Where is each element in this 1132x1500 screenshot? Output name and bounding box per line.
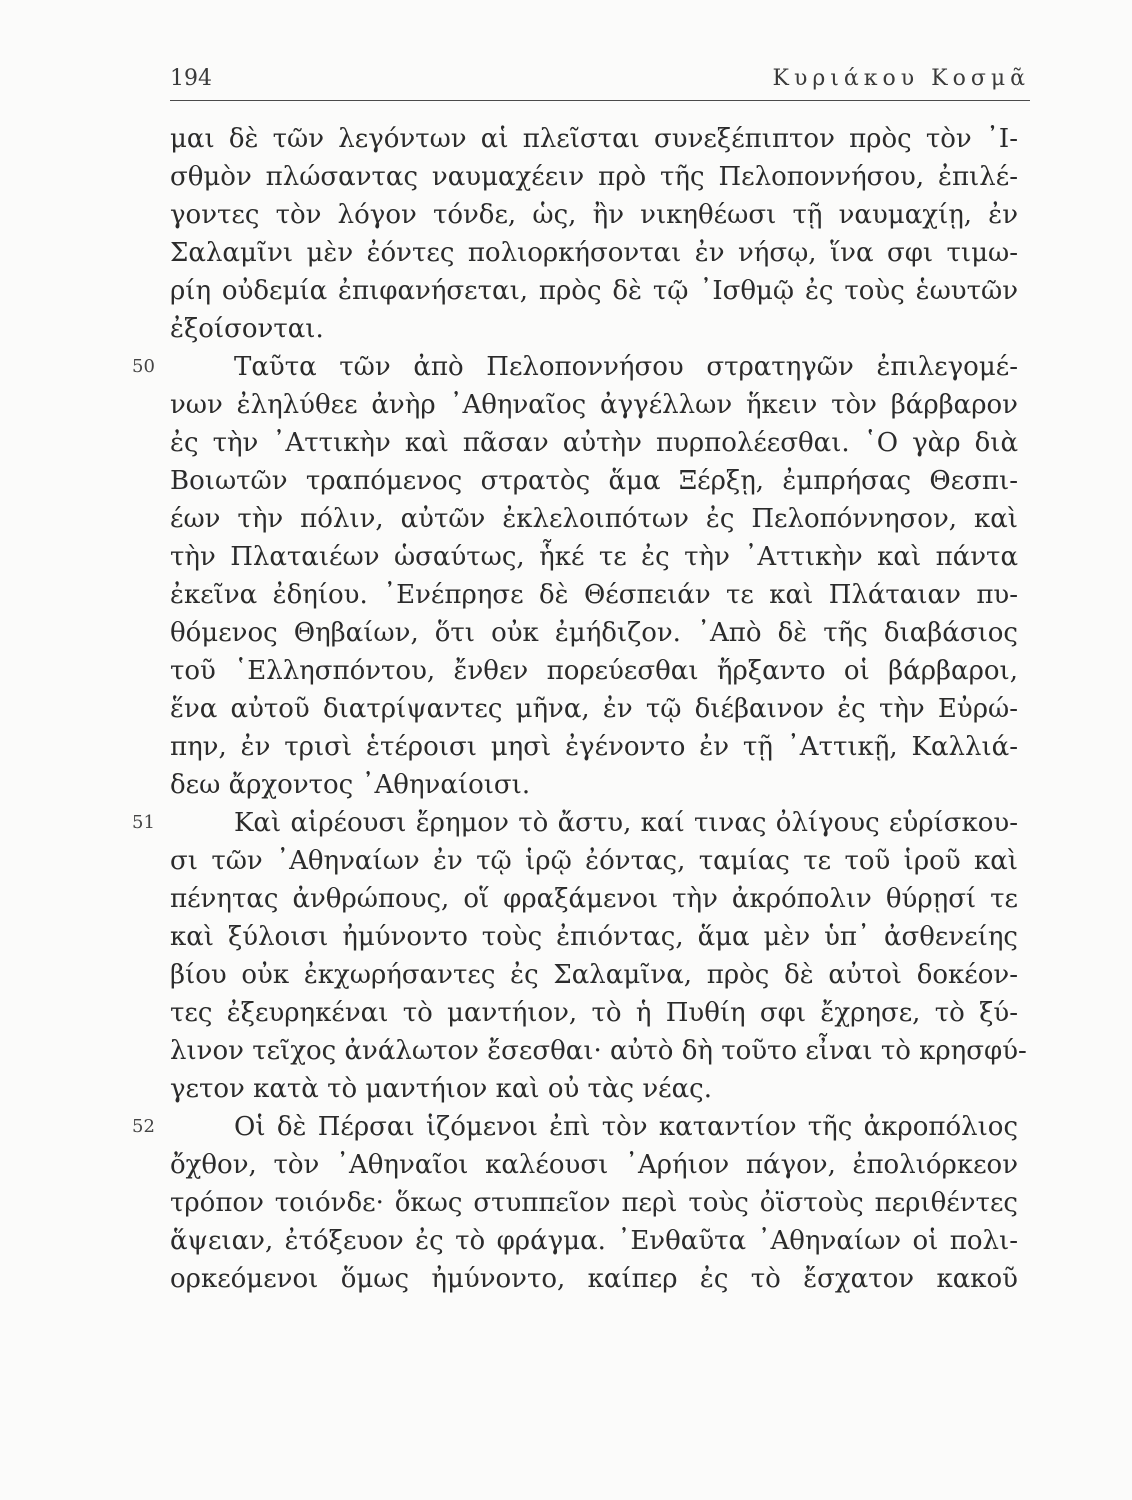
text-line-content: ὄχθον, τὸν ᾿Αθηναῖοι καλέουσι ᾿Αρήιον πάγον, ἐπολιόρκεον xyxy=(170,1150,1018,1180)
text-line-content: πην, ἐν τρισὶ ἑτέροισι μησὶ ἐγένοντο ἐν τῇ ᾿Αττικῇ, Καλλιά- xyxy=(170,732,1018,762)
text-line xyxy=(132,804,1018,842)
text-line-content: τες ἐξευρηκέναι τὸ μαντήιον, τὸ ἡ Πυθίη σφι ἔχρησε, τὸ ξύ- xyxy=(170,998,1018,1028)
text-line-content: Σαλαμῖνι μὲν ἐόντες πολιορκήσονται ἐν νήσῳ, ἵνα σφι τιμω- xyxy=(170,238,1018,268)
text-line xyxy=(170,576,1018,614)
text-line-content: ἅψειαν, ἐτόξευον ἐς τὸ φράγμα. ᾿Ενθαῦτα ᾿Αθηναίων οἱ πολι- xyxy=(170,1226,1018,1256)
text-line xyxy=(170,1146,1018,1184)
text-line-content: Βοιωτῶν τραπόμενος στρατὸς ἅμα Ξέρξῃ, ἐμπρήσας Θεσπι- xyxy=(170,466,1018,496)
text-line-content: έων τὴν πόλιν, αὐτῶν ἐκλελοιπότων ἐς Πελοπόννησον, καὶ xyxy=(170,504,1018,534)
text-line xyxy=(170,500,1018,538)
text-line xyxy=(170,880,1018,918)
text-line-content: ἐς τὴν ᾿Αττικὴν καὶ πᾶσαν αὐτὴν πυρπολέεσθαι. ῾Ο γὰρ διὰ xyxy=(170,428,1018,458)
section-number: 50 xyxy=(132,356,155,377)
text-line xyxy=(170,690,1018,728)
text-line-content: καὶ ξύλοισι ἠμύνοντο τοὺς ἐπιόντας, ἅμα μὲν ὑπ᾿ ἀσθενείης xyxy=(170,922,1018,952)
text-line-content: θόμενος Θηβαίων, ὅτι οὐκ ἐμήδιζον. ᾿Απὸ δὲ τῆς διαβάσιος xyxy=(170,618,1018,648)
text-line-content: Ταῦτα τῶν ἀπὸ Πελοποννήσου στρατηγῶν ἐπιλεγομέ- xyxy=(234,352,1018,382)
text-line xyxy=(170,462,1018,500)
text-line xyxy=(170,424,1018,462)
running-head: Κυριάκου Κοσμᾶ xyxy=(772,66,1030,91)
text-line xyxy=(170,842,1018,880)
text-line xyxy=(170,728,1018,766)
section-number: 52 xyxy=(132,1116,155,1137)
text-line-content: σθμὸν πλώσαντας ναυμαχέειν πρὸ τῆς Πελοποννήσου, ἐπιλέ- xyxy=(170,162,1018,192)
text-line xyxy=(170,196,1018,234)
text-line-content: ρίη οὐδεμία ἐπιφανήσεται, πρὸς δὲ τῷ ᾿Ισθμῷ ἐς τοὺς ἑωυτῶν xyxy=(170,276,1018,306)
text-line-content: γοντες τὸν λόγον τόνδε, ὡς, ἢν νικηθέωσι τῇ ναυμαχίῃ, ἐν xyxy=(170,200,1018,230)
text-line xyxy=(170,1260,1018,1298)
text-line xyxy=(170,766,1018,804)
header-rule xyxy=(170,100,1030,101)
text-line-content: ἕνα αὐτοῦ διατρίψαντες μῆνα, ἐν τῷ διέβαινον ἐς τὴν Εὐρώ- xyxy=(170,694,1018,724)
section-number: 51 xyxy=(132,812,155,833)
text-line-content: δεω ἄρχοντος ᾿Αθηναίοισι. xyxy=(170,770,531,800)
text-line xyxy=(170,1184,1018,1222)
text-line xyxy=(170,120,1018,158)
text-line-content: ἐκεῖνα ἐδηίου. ᾿Ενέπρησε δὲ Θέσπειάν τε καὶ Πλάταιαν πυ- xyxy=(170,580,1018,610)
text-line-content: λινον τεῖχος ἀνάλωτον ἔσεσθαι· αὐτὸ δὴ τοῦτο εἶναι τὸ κρησφύ- xyxy=(170,1036,1027,1066)
text-line xyxy=(170,1222,1018,1260)
text-line-content: τρόπον τοιόνδε· ὅκως στυππεῖον περὶ τοὺς ὀϊστοὺς περιθέντες xyxy=(170,1188,1018,1218)
text-line xyxy=(170,614,1018,652)
text-line xyxy=(170,310,1018,348)
text-line xyxy=(132,1108,1018,1146)
text-line-content: νων ἐληλύθεε ἀνὴρ ᾿Αθηναῖος ἀγγέλλων ἥκειν τὸν βάρβαρον xyxy=(170,390,1018,420)
text-line-content: Καὶ αἱρέουσι ἔρημον τὸ ἄστυ, καί τινας ὀλίγους εὑρίσκου- xyxy=(234,808,1018,838)
page-header xyxy=(170,66,1030,102)
text-line xyxy=(170,1070,1018,1108)
text-line xyxy=(170,1032,1027,1070)
text-line-content: ορκεόμενοι ὅμως ἠμύνοντο, καίπερ ἐς τὸ ἔσχατον κακοῦ xyxy=(170,1264,1018,1294)
text-line xyxy=(132,348,1018,386)
text-line-content: γετον κατὰ τὸ μαντήιον καὶ οὐ τὰς νέας. xyxy=(170,1074,712,1104)
text-line xyxy=(170,386,1018,424)
text-line-content: σι τῶν ᾿Αθηναίων ἐν τῷ ἱρῷ ἐόντας, ταμίας τε τοῦ ἱροῦ καὶ xyxy=(170,846,1018,876)
text-line xyxy=(170,956,1018,994)
page-number: 194 xyxy=(170,66,212,91)
text-line-content: μαι δὲ τῶν λεγόντων αἱ πλεῖσται συνεξέπιπτον πρὸς τὸν ᾿Ι- xyxy=(170,124,1018,154)
text-line-content: βίου οὐκ ἐκχωρήσαντες ἐς Σαλαμῖνα, πρὸς δὲ αὐτοὶ δοκέον- xyxy=(170,960,1018,990)
text-line-content: Οἱ δὲ Πέρσαι ἱζόμενοι ἐπὶ τὸν καταντίον τῆς ἀκροπόλιος xyxy=(234,1112,1018,1142)
text-line xyxy=(170,272,1018,310)
text-line xyxy=(170,994,1018,1032)
body-text xyxy=(132,120,1027,1298)
text-line xyxy=(170,918,1018,956)
text-line-content: τοῦ ῾Ελλησπόντου, ἔνθεν πορεύεσθαι ἤρξαντο οἱ βάρβαροι, xyxy=(170,656,1018,686)
text-line xyxy=(170,158,1018,196)
text-line xyxy=(170,538,1018,576)
text-line-content: ἐξοίσονται. xyxy=(170,314,324,344)
text-line xyxy=(170,652,1018,690)
text-line-content: πένητας ἀνθρώπους, οἵ φραξάμενοι τὴν ἀκρόπολιν θύρῃσί τε xyxy=(170,884,1018,914)
text-line-content: τὴν Πλαταιέων ὡσαύτως, ἧκέ τε ἐς τὴν ᾿Αττικὴν καὶ πάντα xyxy=(170,542,1018,572)
text-line xyxy=(170,234,1018,272)
